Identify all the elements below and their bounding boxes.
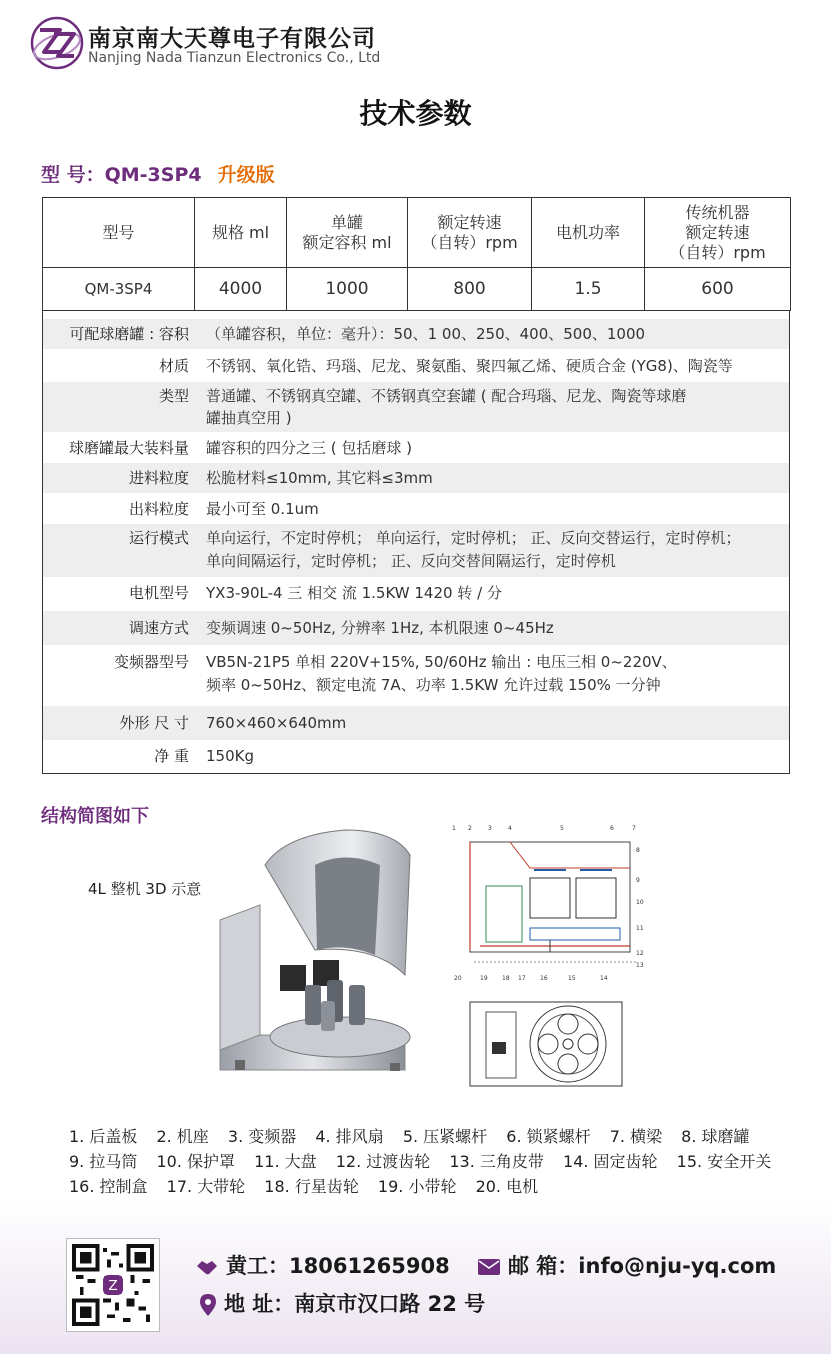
contact-email [478,1250,776,1280]
callout-5: 5 [560,825,564,832]
legend-item: 20. 电机 [475,1177,539,1196]
detail-row [43,577,789,611]
legend-line [69,1124,789,1149]
detail-row [43,524,789,577]
cell-motor-power: 1.5 [532,268,645,311]
callout-17: 17 [518,975,526,982]
legend-item: 8. 球磨罐 [681,1127,750,1146]
header-motor-power [532,198,645,268]
parts-legend [69,1124,789,1199]
qr-code-icon[interactable] [66,1238,160,1332]
legend-item: 3. 变频器 [227,1127,297,1146]
detail-label: 类型 [158,387,189,405]
callout-4: 4 [508,825,512,832]
callout-11: 11 [636,925,644,932]
details-panel [42,311,790,774]
detail-label: 运行模式 [128,529,189,547]
detail-row [43,494,789,524]
detail-label: 进料粒度 [128,469,189,487]
legend-item: 16. 控制盒 [69,1177,148,1196]
detail-value: 150Kg [206,747,254,765]
detail-row [43,382,789,432]
header-line: （自转）rpm [421,232,518,252]
legend-item: 14. 固定齿轮 [563,1152,658,1171]
callout-13: 13 [636,962,644,969]
legend-item: 15. 安全开关 [676,1152,772,1171]
callout-7: 7 [632,825,636,832]
detail-label: 电机型号 [128,584,189,602]
legend-item: 10. 保护罩 [156,1152,235,1171]
page-title: 技术参数 [359,97,472,130]
callout-1: 1 [452,825,456,832]
detail-value-2: 罐抽真空用 ) [206,409,292,427]
cell-model: QM-3SP4 [43,268,195,311]
detail-value: 普通罐、不锈钢真空罐、不锈钢真空套罐 ( 配合玛瑙、尼龙、陶瓷等球磨 [206,387,687,405]
detail-label: 变频器型号 [113,653,189,671]
legend-item: 13. 三角皮带 [449,1152,544,1171]
detail-row [43,463,789,493]
header-model [43,198,195,268]
legend-item: 9. 拉马筒 [69,1152,138,1171]
machine-3d-image [205,825,415,1085]
zz-logo-icon [30,16,84,70]
legend-item: 6. 锁紧螺杆 [506,1127,591,1146]
legend-item: 11. 大盘 [254,1152,317,1171]
machine-3d-caption: 4L 整机 3D 示意 [88,880,202,898]
model-heading [41,160,275,187]
model-label: 型 号：QM-3SP4 [41,164,202,186]
cell-rated-speed: 800 [408,268,532,311]
contact-address [200,1288,485,1318]
detail-label: 材质 [158,357,189,375]
callout-18: 18 [502,975,510,982]
upgrade-badge: 升级版 [217,164,275,186]
location-pin-icon [200,1294,216,1316]
callout-15: 15 [568,975,576,982]
legend-line [69,1174,789,1199]
structure-title: 结构简图如下 [41,806,149,827]
header-rated-speed [408,198,532,268]
detail-row [43,611,789,645]
detail-value: YX3-90L-4 三 相交 流 1.5KW 1420 转 / 分 [206,584,502,602]
legend-line [69,1149,789,1174]
legend-item: 17. 大带轮 [166,1177,246,1196]
schematic-top-view [466,998,626,1090]
svg-text:Z: Z [108,1278,118,1295]
cell-spec: 4000 [195,268,287,311]
phone-text[interactable]: 黄工：18061265908 [226,1254,450,1278]
header-line: 额定容积 ml [302,232,392,252]
handshake-icon [196,1258,218,1276]
detail-row [43,433,789,463]
legend-item: 12. 过渡齿轮 [335,1152,431,1171]
header-single-volume [287,198,408,268]
header-line: 额定转速 [685,222,750,242]
detail-label: 净 重 [154,747,189,765]
callout-8: 8 [636,847,640,854]
cell-traditional-speed: 600 [645,268,791,311]
detail-value-2: 单向间隔运行，定时停机； 正、反向交替间隔运行，定时停机 [206,552,616,570]
detail-value: 松脆材料≤10mm, 其它料≤3mm [206,469,433,487]
header-line: 额定转速 [437,212,502,232]
callout-20: 20 [454,975,462,982]
legend-item: 5. 压紧螺杆 [402,1127,488,1146]
detail-value-2: 频率 0~50Hz、额定电流 7A、功率 1.5KW 允许过载 150% 一分钟 [206,676,661,694]
callout-19: 19 [480,975,488,982]
detail-row [43,706,789,740]
detail-value: 最小可至 0.1um [206,500,319,518]
detail-value: （单罐容积，单位：毫升）：50、1 00、250、400、500、1000 [206,325,646,343]
detail-value: 变频调速 0~50Hz, 分辨率 1Hz, 本机限速 0~45Hz [206,619,554,637]
email-text[interactable]: 邮 箱：info@nju-yq.com [508,1254,777,1278]
detail-label: 外形 尺 寸 [119,714,189,732]
legend-item: 7. 横梁 [609,1127,663,1146]
callout-10: 10 [636,899,644,906]
header-traditional-speed [645,198,791,268]
callout-9: 9 [636,877,640,884]
detail-row [43,319,789,349]
header-line: 电机功率 [555,222,620,242]
detail-value: 罐容积的四分之三 ( 包括磨球 ) [206,439,413,457]
spec-data-row [43,268,791,311]
address-text: 地 址：南京市汉口路 22 号 [224,1292,486,1316]
detail-value: VB5N-21P5 单相 220V+15%, 50/60Hz 输出 : 电压三相 0~220V、 [206,653,677,671]
spec-header-row [43,198,791,268]
detail-value: 760×460×640mm [206,714,347,732]
spec-table [42,197,791,311]
callout-6: 6 [610,825,614,832]
callout-2: 2 [468,825,472,832]
legend-item: 19. 小带轮 [377,1177,457,1196]
header-line: 传统机器 [685,202,750,222]
detail-label: 球磨罐最大装料量 [68,439,189,457]
schematic-front-view [450,822,650,987]
detail-row [43,350,789,382]
callout-14: 14 [600,975,608,982]
company-name-en: Nanjing Nada Tianzun Electronics Co., Ltd [88,50,381,66]
legend-item: 1. 后盖板 [69,1127,138,1146]
envelope-icon [478,1259,500,1275]
header-line: 单罐 [330,212,363,232]
header-spec [195,198,287,268]
detail-row [43,741,789,773]
cell-single-volume: 1000 [287,268,408,311]
legend-item: 4. 排风扇 [315,1127,384,1146]
header-line: 规格 ml [211,222,270,242]
detail-value: 不锈钢、氧化锆、玛瑙、尼龙、聚氨酯、聚四氟乙烯、硬质合金 (YG8)、陶瓷等 [206,357,733,375]
legend-item: 2. 机座 [156,1127,209,1146]
callout-16: 16 [540,975,548,982]
detail-label: 调速方式 [128,619,189,637]
callout-12: 12 [636,950,644,957]
detail-row [43,646,789,704]
header-line: （自转）rpm [669,242,766,262]
callout-3: 3 [488,825,492,832]
contact-phone [196,1250,450,1280]
legend-item: 18. 行星齿轮 [264,1177,359,1196]
detail-label: 出料粒度 [128,500,189,518]
detail-label: 可配球磨罐 : 容积 [69,325,189,343]
detail-value: 单向运行，不定时停机； 单向运行，定时停机； 正、反向交替运行，定时停机； [206,529,741,547]
company-name-cn: 南京南大天尊电子有限公司 [88,26,376,52]
page-header [30,16,810,76]
header-line: 型号 [102,222,135,242]
